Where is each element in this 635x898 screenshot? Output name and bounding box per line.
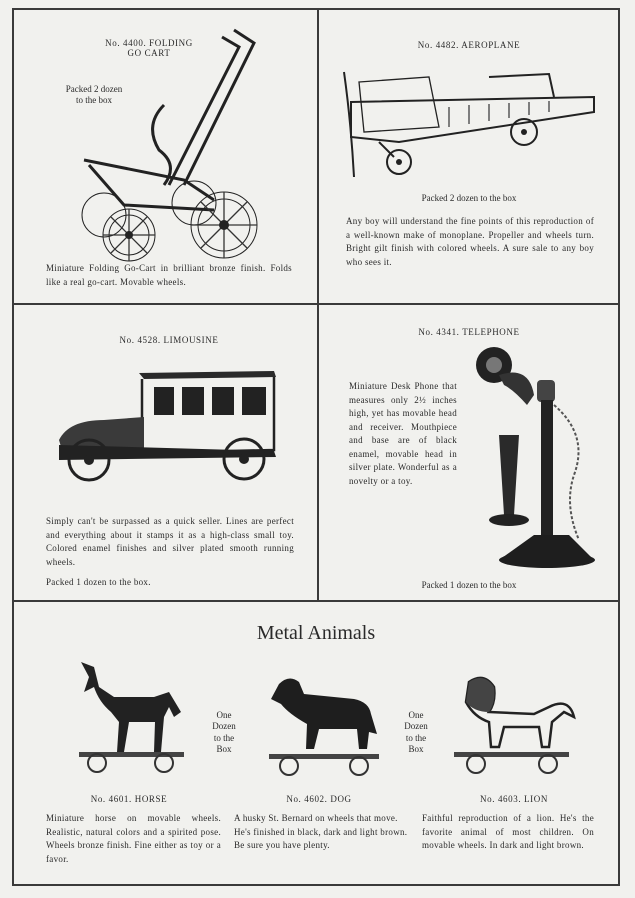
go-cart-packed-line1: Packed 2 dozen <box>65 84 123 94</box>
animals-heading: Metal Animals <box>256 622 376 644</box>
dog-illustration <box>259 674 389 779</box>
dozen-label-2-line2: Dozen <box>404 721 428 732</box>
dozen-label-1-line4: Box <box>216 743 232 754</box>
aeroplane-description: Any boy will understand the fine points of this reproduction of a well-known make of monoplane. Propeller and wheels turn. Bright gilt finish with colored wheels. A sure sale to any boy who sees it. <box>346 216 594 267</box>
horse-title: No. 4601. HORSE <box>90 794 168 804</box>
go-cart-title-line1: No. 4400. FOLDING <box>105 38 193 48</box>
go-cart-panel <box>14 10 317 303</box>
telephone-panel <box>319 305 618 600</box>
limousine-description: Simply can't be surpassed as a quick seller. Lines are perfect and everything about it stamps it as a high-class small toy. Colored enamel finishes and silver plated smooth running wheels. <box>46 516 294 567</box>
limousine-title: No. 4528. LIMOUSINE <box>119 335 219 345</box>
dog-title: No. 4602. DOG <box>286 794 352 804</box>
dog-description: A husky St. Bernard on wheels that move. He's finished in black, dark and light brown. Be sure you have plenty. <box>234 813 408 850</box>
dozen-label-1 <box>202 710 246 755</box>
go-cart-packed-line2: to the box <box>76 95 112 106</box>
dozen-label-2-line3: to the <box>405 732 427 743</box>
dozen-label-1-line2: Dozen <box>212 721 236 732</box>
lion-illustration <box>444 672 579 782</box>
dozen-label-2-line1: One <box>408 710 424 720</box>
go-cart-description: Miniature Folding Go-Cart in brilliant bronze finish. Folds like a real go-cart. Movable wheels. <box>46 263 292 287</box>
lion-title: No. 4603. LION <box>480 794 548 804</box>
telephone-illustration <box>459 345 599 575</box>
limousine-panel <box>14 305 317 600</box>
telephone-title: No. 4341. TELEPHONE <box>418 327 520 337</box>
horse-description: Miniature horse on movable wheels. Realistic, natural colors and a spirited pose. Wheels bronze finish. Fine either as toy or a favor. <box>46 813 221 864</box>
limousine-packed: Packed 1 dozen to the box. <box>46 577 151 587</box>
limousine-illustration <box>54 365 279 485</box>
aeroplane-panel <box>319 10 618 303</box>
lion-description: Faithful reproduction of a lion. He's the favorite animal of most children. On movable wheels. In dark and light brown. <box>422 813 594 850</box>
go-cart-title-line2: GO CART <box>127 48 171 59</box>
dozen-label-1-line3: to the <box>213 732 235 743</box>
dozen-label-2-line4: Box <box>408 743 424 754</box>
dozen-label-2 <box>394 710 438 755</box>
telephone-packed: Packed 1 dozen to the box <box>421 580 517 590</box>
animals-panel <box>14 602 618 886</box>
go-cart-illustration <box>64 25 274 260</box>
aeroplane-title: No. 4482. AEROPLANE <box>417 40 521 50</box>
telephone-description: Miniature Desk Phone that measures only 2½ inches high, yet has movable head and receiver. Mouthpiece and base are of black enamel, movable head in silver plate. Wonderful as a novelty or a toy. <box>349 381 457 486</box>
aeroplane-packed: Packed 2 dozen to the box <box>421 193 517 203</box>
catalog-page <box>12 8 620 886</box>
dozen-label-1-line1: One <box>216 710 232 720</box>
horse-illustration <box>69 657 194 777</box>
aeroplane-illustration <box>339 62 599 187</box>
